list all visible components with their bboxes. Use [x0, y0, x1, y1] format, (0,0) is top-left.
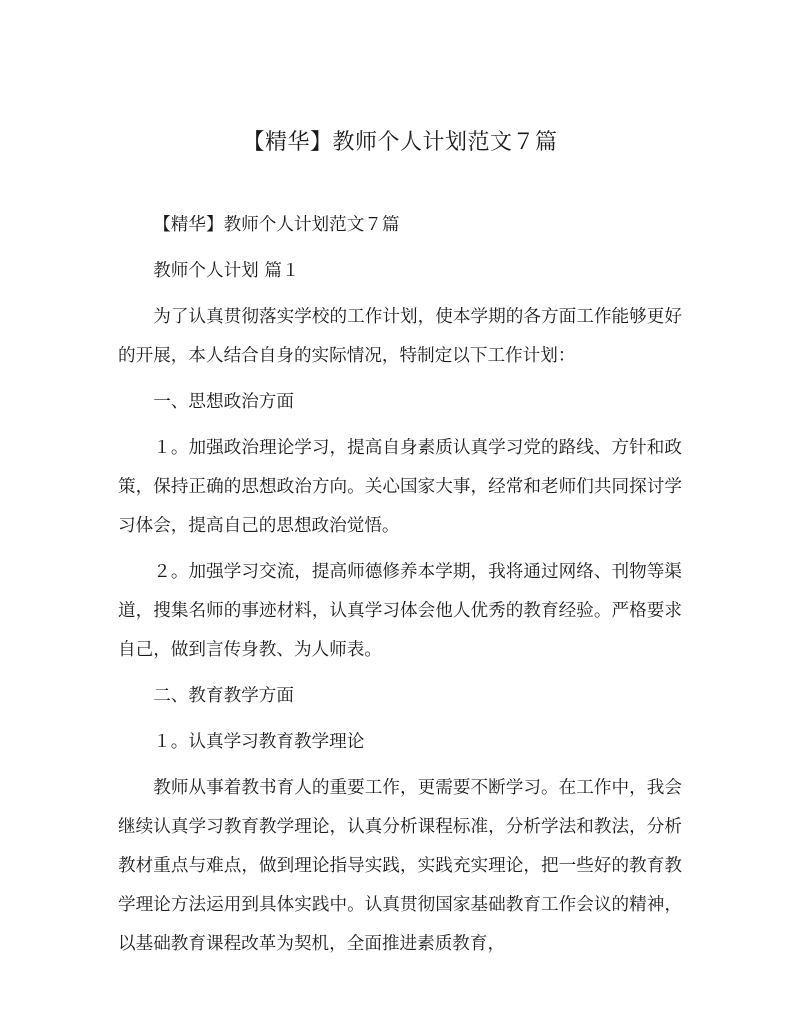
document-body [118, 206, 682, 964]
document-title: 【精华】教师个人计划范文７篇 [242, 130, 558, 155]
section-heading-politics: 一、思想政治方面 [153, 392, 294, 412]
paragraph-heading: 【精华】教师个人计划范文７篇 [153, 215, 400, 235]
subheading-theory: １。认真学习教育教学理论 [153, 732, 365, 752]
paragraph-politics-1: １。加强政治理论学习，提高自身素质认真学习党的路线、方针和政策，保持正确的思想政治方向。关心国家大事，经常和老师们共同探讨学习体会，提高自己的思想政治觉悟。 [118, 438, 682, 536]
section-heading-teaching: 二、教育教学方面 [153, 686, 294, 706]
paragraph-subheading: 教师个人计划 篇１ [153, 261, 300, 281]
paragraph-intro: 为了认真贯彻落实学校的工作计划，使本学期的各方面工作能够更好的开展，本人结合自身的实际情况，特制定以下工作计划： [118, 307, 682, 366]
paragraph-politics-2: ２。加强学习交流，提高师德修养本学期，我将通过网络、刊物等渠道，搜集名师的事迹材料，认真学习体会他人优秀的教育经验。严格要求自己，做到言传身教、为人师表。 [118, 562, 682, 660]
paragraph-teaching: 教师从事着教书育人的重要工作，更需要不断学习。在工作中，我会继续认真学习教育教学理论，认真分析课程标准，分析学法和教法，分析教材重点与难点，做到理论指导实践，实践充实理论，把一些好的教育教学理论方法运用到具体实践中。认真贯彻国家基础教育工作会议的精神，以基础教育课程改革为契机，全面推进素质教育， [118, 778, 682, 954]
